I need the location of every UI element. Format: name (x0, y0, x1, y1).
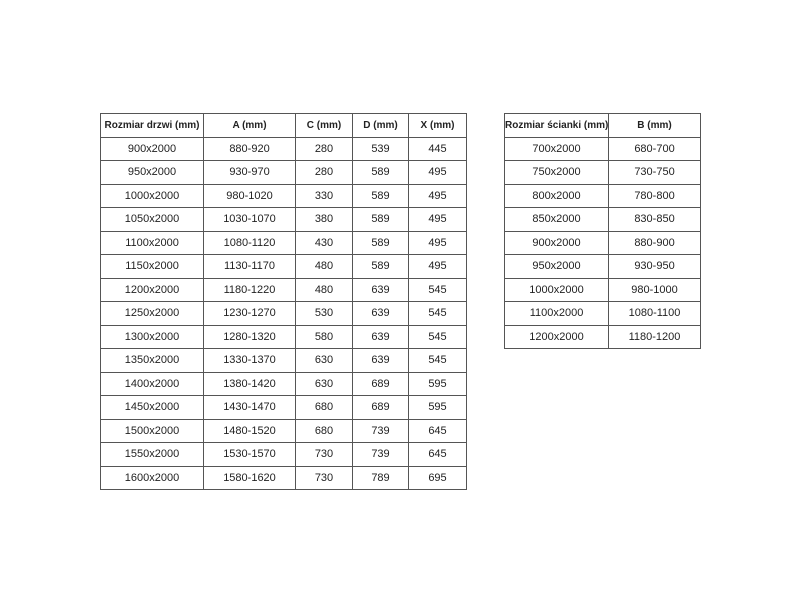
door-table-row (101, 325, 467, 349)
wall-table-row (505, 255, 701, 279)
door-table-cell: 680 (296, 419, 353, 443)
door-table-row (101, 419, 467, 443)
door-table-cell: 1050x2000 (101, 208, 204, 232)
door-table-cell: 1250x2000 (101, 302, 204, 326)
door-table-header (101, 114, 467, 138)
door-table-cell: 1130-1170 (204, 255, 296, 279)
door-table-cell: 980-1020 (204, 184, 296, 208)
door-table-cell: 639 (353, 325, 409, 349)
wall-table-row (505, 325, 701, 349)
door-table-cell: 1450x2000 (101, 396, 204, 420)
door-table-cell: 589 (353, 184, 409, 208)
door-table-cell: 589 (353, 255, 409, 279)
door-table-cell: 630 (296, 349, 353, 373)
door-table-cell: 495 (409, 161, 467, 185)
door-table-cell: 689 (353, 372, 409, 396)
door-table-cell: 730 (296, 466, 353, 490)
door-table-row (101, 302, 467, 326)
door-table-cell: 495 (409, 255, 467, 279)
door-table-row (101, 231, 467, 255)
door-table-cell: 589 (353, 161, 409, 185)
wall-table-cell: 1080-1100 (609, 302, 701, 326)
door-table-cell: 495 (409, 184, 467, 208)
door-table-cell: 900x2000 (101, 137, 204, 161)
door-table-cell: 495 (409, 208, 467, 232)
door-table-row (101, 161, 467, 185)
door-table-cell: 539 (353, 137, 409, 161)
wall-table-cell: 880-900 (609, 231, 701, 255)
door-table-cell: 480 (296, 255, 353, 279)
wall-table-cell: 1200x2000 (505, 325, 609, 349)
door-table-cell: 1330-1370 (204, 349, 296, 373)
door-table-cell: 1400x2000 (101, 372, 204, 396)
door-table-cell: 445 (409, 137, 467, 161)
door-table-cell: 1550x2000 (101, 443, 204, 467)
door-table-cell: 645 (409, 443, 467, 467)
door-header-cell: C (mm) (296, 114, 353, 138)
door-table-cell: 595 (409, 372, 467, 396)
door-table-cell: 1100x2000 (101, 231, 204, 255)
door-table-cell: 545 (409, 302, 467, 326)
wall-table-cell: 780-800 (609, 184, 701, 208)
door-table-cell: 1280-1320 (204, 325, 296, 349)
door-table-row (101, 208, 467, 232)
wall-table-cell: 1180-1200 (609, 325, 701, 349)
door-table-cell: 330 (296, 184, 353, 208)
door-table-row (101, 184, 467, 208)
door-table-cell: 1480-1520 (204, 419, 296, 443)
wall-table-cell: 830-850 (609, 208, 701, 232)
door-table-cell: 739 (353, 419, 409, 443)
wall-table-cell: 800x2000 (505, 184, 609, 208)
door-table-body (101, 137, 467, 490)
door-table-cell: 880-920 (204, 137, 296, 161)
door-table-cell: 680 (296, 396, 353, 420)
door-table-cell: 280 (296, 161, 353, 185)
door-table-cell: 1500x2000 (101, 419, 204, 443)
door-table-cell: 1180-1220 (204, 278, 296, 302)
door-table-cell: 1580-1620 (204, 466, 296, 490)
wall-table-row (505, 184, 701, 208)
wall-table-cell: 1000x2000 (505, 278, 609, 302)
wall-table-cell: 950x2000 (505, 255, 609, 279)
door-table-cell: 1350x2000 (101, 349, 204, 373)
door-table-cell: 930-970 (204, 161, 296, 185)
wall-table-header (505, 114, 701, 138)
door-table-cell: 480 (296, 278, 353, 302)
wall-table-cell: 900x2000 (505, 231, 609, 255)
door-table-cell: 789 (353, 466, 409, 490)
door-table-row (101, 137, 467, 161)
door-table-row (101, 278, 467, 302)
door-table-cell: 1230-1270 (204, 302, 296, 326)
wall-header-cell: Rozmiar ścianki (mm) (505, 114, 609, 138)
wall-table-cell: 730-750 (609, 161, 701, 185)
door-table-cell: 1150x2000 (101, 255, 204, 279)
wall-table-row (505, 137, 701, 161)
wall-table-row (505, 278, 701, 302)
door-table-cell: 689 (353, 396, 409, 420)
door-table-cell: 580 (296, 325, 353, 349)
wall-table-cell: 750x2000 (505, 161, 609, 185)
wall-table-row (505, 231, 701, 255)
door-table-cell: 639 (353, 278, 409, 302)
wall-table-row (505, 302, 701, 326)
door-table-cell: 1430-1470 (204, 396, 296, 420)
door-table-cell: 380 (296, 208, 353, 232)
wall-table-cell: 680-700 (609, 137, 701, 161)
wall-table-header-row (505, 114, 701, 138)
door-table-cell: 1030-1070 (204, 208, 296, 232)
door-header-cell: Rozmiar drzwi (mm) (101, 114, 204, 138)
door-table-cell: 739 (353, 443, 409, 467)
wall-table-cell: 850x2000 (505, 208, 609, 232)
door-table-cell: 1200x2000 (101, 278, 204, 302)
door-table-cell: 695 (409, 466, 467, 490)
door-table-cell: 495 (409, 231, 467, 255)
wall-table-cell: 1100x2000 (505, 302, 609, 326)
door-table-row (101, 349, 467, 373)
door-table-cell: 1530-1570 (204, 443, 296, 467)
door-table-cell: 950x2000 (101, 161, 204, 185)
door-table-cell: 730 (296, 443, 353, 467)
wall-table-row (505, 208, 701, 232)
door-size-table (100, 113, 467, 490)
door-table-row (101, 443, 467, 467)
door-header-cell: D (mm) (353, 114, 409, 138)
door-table-cell: 545 (409, 349, 467, 373)
wall-table-cell: 930-950 (609, 255, 701, 279)
door-table-cell: 545 (409, 325, 467, 349)
door-table-cell: 1080-1120 (204, 231, 296, 255)
door-table-header-row (101, 114, 467, 138)
door-table-cell: 639 (353, 349, 409, 373)
door-table-cell: 430 (296, 231, 353, 255)
wall-header-cell: B (mm) (609, 114, 701, 138)
door-header-cell: A (mm) (204, 114, 296, 138)
door-table-cell: 280 (296, 137, 353, 161)
door-header-cell: X (mm) (409, 114, 467, 138)
door-table-cell: 589 (353, 208, 409, 232)
door-table-cell: 1000x2000 (101, 184, 204, 208)
door-table-row (101, 396, 467, 420)
door-table-cell: 1300x2000 (101, 325, 204, 349)
wall-table-row (505, 161, 701, 185)
door-table-cell: 639 (353, 302, 409, 326)
wall-table-body (505, 137, 701, 349)
door-table-cell: 530 (296, 302, 353, 326)
door-table-cell: 630 (296, 372, 353, 396)
door-table-cell: 1380-1420 (204, 372, 296, 396)
wall-size-table (504, 113, 701, 349)
door-table-cell: 589 (353, 231, 409, 255)
wall-table-cell: 700x2000 (505, 137, 609, 161)
wall-table-cell: 980-1000 (609, 278, 701, 302)
door-table-cell: 545 (409, 278, 467, 302)
door-table-row (101, 255, 467, 279)
door-table-cell: 595 (409, 396, 467, 420)
door-table-cell: 645 (409, 419, 467, 443)
door-table-row (101, 466, 467, 490)
door-table-row (101, 372, 467, 396)
door-table-cell: 1600x2000 (101, 466, 204, 490)
